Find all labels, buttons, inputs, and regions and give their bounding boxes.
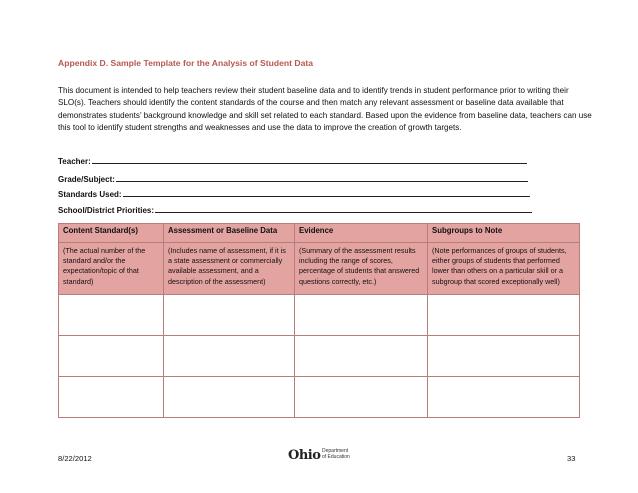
blank-cell[interactable] bbox=[428, 377, 580, 418]
footer-date: 8/22/2012 bbox=[58, 454, 92, 463]
logo-dept-line: Department bbox=[322, 448, 349, 454]
blank-cell[interactable] bbox=[295, 336, 428, 377]
priorities-blank-line[interactable] bbox=[155, 205, 532, 213]
desc-line: (Includes name of assessment, if it is bbox=[168, 246, 286, 255]
table-header-row bbox=[59, 224, 580, 243]
desc-line: questions correctly, etc.) bbox=[299, 276, 377, 286]
teacher-label: Teacher: bbox=[58, 157, 91, 166]
table-row bbox=[59, 295, 580, 336]
blank-cell[interactable] bbox=[295, 377, 428, 418]
desc-line: subgroup that scored exceptionally well) bbox=[432, 276, 560, 286]
blank-cell[interactable] bbox=[164, 336, 295, 377]
desc-assessment-data bbox=[164, 243, 295, 295]
student-data-table bbox=[58, 223, 580, 418]
blank-cell[interactable] bbox=[59, 295, 164, 336]
desc-content-standards bbox=[59, 243, 164, 295]
header-evidence: Evidence bbox=[295, 224, 428, 243]
blank-cell[interactable] bbox=[428, 295, 580, 336]
desc-line: (Summary of the assessment results bbox=[299, 246, 416, 255]
blank-cell[interactable] bbox=[59, 377, 164, 418]
table-row bbox=[59, 377, 580, 418]
grade-subject-label: Grade/Subject: bbox=[58, 175, 115, 184]
desc-evidence bbox=[295, 243, 428, 295]
blank-cell[interactable] bbox=[164, 295, 295, 336]
standards-used-field[interactable] bbox=[58, 189, 530, 199]
appendix-title: Appendix D. Sample Template for the Analysis of Student Data bbox=[58, 58, 313, 68]
desc-line: either groups of students that performed bbox=[432, 256, 560, 266]
intro-line: baseline data available that demonstrates students’ background knowledge and skill set related to each standard. Based upon the bbox=[58, 98, 564, 120]
intro-line: This document is intended to help teachers review their student baseline data and to identify trends in student performance prior to bbox=[58, 86, 526, 95]
blank-cell[interactable] bbox=[164, 377, 295, 418]
desc-line: (The actual number of the bbox=[63, 246, 146, 255]
blank-cell[interactable] bbox=[428, 336, 580, 377]
table-row bbox=[59, 336, 580, 377]
table-description-row bbox=[59, 243, 580, 295]
header-subgroups: Subgroups to Note bbox=[428, 224, 580, 243]
grade-subject-field[interactable] bbox=[58, 174, 528, 184]
logo-department bbox=[322, 449, 350, 460]
desc-line: a state assessment or commercially bbox=[168, 256, 283, 266]
page-number: 33 bbox=[567, 454, 576, 463]
logo-dept-line: of Education bbox=[322, 453, 350, 460]
intro-line: writing their SLO(s). Teachers should identify the content standards of the course and then match any relevant assessment or bbox=[58, 86, 569, 108]
ohio-education-logo bbox=[288, 446, 358, 466]
teacher-blank-line[interactable] bbox=[92, 156, 527, 164]
blank-cell[interactable] bbox=[59, 336, 164, 377]
intro-line: the creation of growth targets. bbox=[354, 122, 462, 132]
desc-line: standard) bbox=[63, 276, 94, 286]
blank-cell[interactable] bbox=[295, 295, 428, 336]
grade-subject-blank-line[interactable] bbox=[116, 174, 528, 182]
priorities-label: School/District Priorities: bbox=[58, 206, 155, 215]
priorities-field[interactable] bbox=[58, 205, 532, 215]
header-assessment-data: Assessment or Baseline Data bbox=[164, 224, 295, 243]
standards-used-blank-line[interactable] bbox=[123, 189, 530, 197]
desc-line: description of the assessment) bbox=[168, 276, 266, 286]
standards-used-label: Standards Used: bbox=[58, 190, 122, 199]
desc-line: expectation/topic of that bbox=[63, 266, 139, 276]
logo-word: Ohio bbox=[288, 448, 321, 463]
desc-line: available assessment, and a bbox=[168, 266, 259, 276]
teacher-field[interactable] bbox=[58, 156, 527, 166]
header-content-standards: Content Standard(s) bbox=[59, 224, 164, 243]
desc-line: lower than others on a particular skill or a bbox=[432, 266, 564, 276]
desc-subgroups bbox=[428, 243, 580, 295]
desc-line: including the range of scores, bbox=[299, 256, 393, 266]
desc-line: percentage of students that answered bbox=[299, 266, 420, 276]
intro-paragraph bbox=[58, 85, 594, 134]
intro-line: evidence from baseline data, teachers can use this tool to identify student strengths and weaknesses and use the data to improve bbox=[58, 110, 592, 132]
desc-line: standard and/or the bbox=[63, 256, 126, 266]
desc-line: (Note performances of groups of students, bbox=[432, 246, 567, 255]
